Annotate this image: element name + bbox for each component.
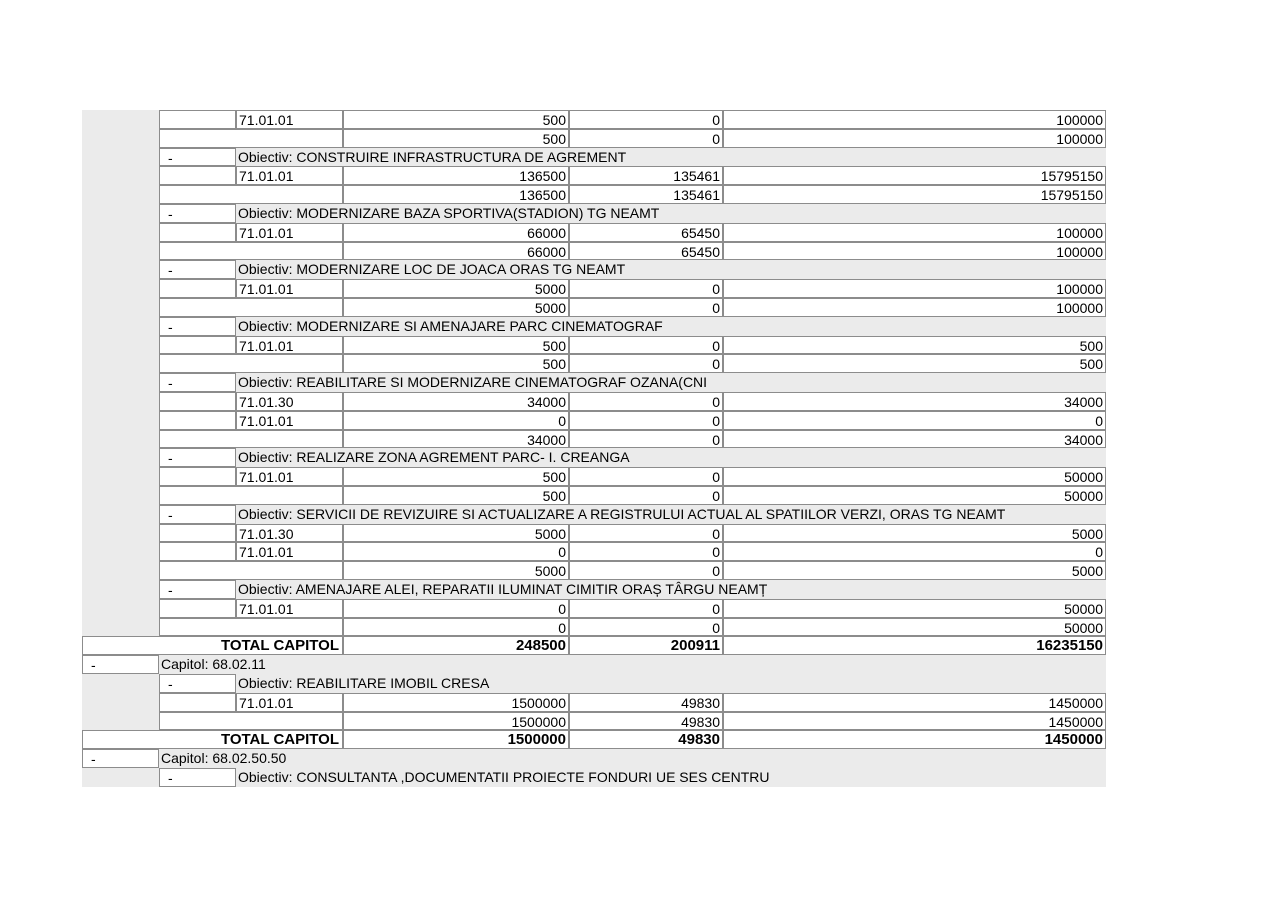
value-col2-cell: 0: [569, 467, 723, 486]
value-col3-cell: 100000: [723, 298, 1106, 317]
value-col2-cell: 0: [569, 392, 723, 411]
subtotal-row: [82, 486, 1106, 505]
indent-cell: [82, 524, 159, 543]
value-col2-cell: 0: [569, 110, 723, 129]
value-col3-cell: 5000: [723, 561, 1106, 580]
value-col3-cell: 50000: [723, 467, 1106, 486]
subtotal-label-cell: [159, 129, 343, 148]
subtotal-row: [82, 712, 1106, 731]
value-col3-cell: 50000: [723, 618, 1106, 637]
total-label: TOTAL CAPITOL: [82, 730, 343, 749]
value-col3-cell: 0: [723, 542, 1106, 561]
value-col2-cell: 0: [569, 524, 723, 543]
value-col1-cell: 136500: [343, 185, 569, 204]
objective-row: [82, 580, 1106, 599]
line-item-row: [82, 336, 1106, 355]
value-col2-cell: 0: [569, 298, 723, 317]
objective-row: [82, 768, 1106, 787]
value-col3-cell: 100000: [723, 223, 1106, 242]
value-col3-cell: 15795150: [723, 185, 1106, 204]
value-col1-cell: 66000: [343, 242, 569, 261]
value-col2-cell: 0: [569, 599, 723, 618]
indent-cell: [159, 223, 236, 242]
indent-cell: [159, 279, 236, 298]
value-col2-cell: 0: [569, 486, 723, 505]
total-value-col1: 248500: [343, 636, 569, 655]
subtotal-label-cell: [159, 298, 343, 317]
line-item-row: [82, 542, 1106, 561]
capitol-row: [82, 749, 1106, 768]
account-code-cell: 71.01.30: [236, 392, 343, 411]
objective-label: Obiectiv: MODERNIZARE LOC DE JOACA ORAS TG NEAMT: [236, 260, 1106, 279]
value-col3-cell: 15795150: [723, 166, 1106, 185]
value-col2-cell: 0: [569, 279, 723, 298]
indent-cell: [82, 580, 159, 599]
value-col1-cell: 34000: [343, 430, 569, 449]
objective-label: Obiectiv: AMENAJARE ALEI, REPARATII ILUMINAT CIMITIR ORAȘ TÂRGU NEAMȚ: [236, 580, 1106, 599]
subtotal-label-cell: [159, 354, 343, 373]
value-col1-cell: 34000: [343, 392, 569, 411]
objective-row: [82, 373, 1106, 392]
subtotal-label-cell: [159, 618, 343, 637]
value-col3-cell: 500: [723, 336, 1106, 355]
line-item-row: [82, 166, 1106, 185]
account-code-cell: 71.01.01: [236, 279, 343, 298]
value-col3-cell: 0: [723, 411, 1106, 430]
account-code-cell: 71.01.01: [236, 542, 343, 561]
indent-cell: [82, 411, 159, 430]
objective-label: Obiectiv: SERVICII DE REVIZUIRE SI ACTUALIZARE A REGISTRULUI ACTUAL AL SPATIILOR VERZI, ORAS TG NEAMT: [236, 505, 1106, 524]
value-col3-cell: 34000: [723, 430, 1106, 449]
collapse-dash: -: [82, 749, 159, 768]
value-col1-cell: 500: [343, 129, 569, 148]
line-item-row: [82, 110, 1106, 129]
value-col1-cell: 500: [343, 336, 569, 355]
indent-cell: [82, 768, 159, 787]
value-col1-cell: 500: [343, 110, 569, 129]
objective-row: [82, 204, 1106, 223]
total-value-col2: 49830: [569, 730, 723, 749]
account-code-cell: 71.01.01: [236, 166, 343, 185]
value-col3-cell: 100000: [723, 242, 1106, 261]
value-col2-cell: 0: [569, 129, 723, 148]
collapse-dash: -: [159, 580, 236, 599]
account-code-cell: 71.01.01: [236, 223, 343, 242]
value-col2-cell: 0: [569, 561, 723, 580]
objective-row: [82, 317, 1106, 336]
indent-cell: [82, 336, 159, 355]
indent-cell: [82, 693, 159, 712]
value-col1-cell: 5000: [343, 279, 569, 298]
value-col2-cell: 65450: [569, 223, 723, 242]
value-col3-cell: 50000: [723, 486, 1106, 505]
objective-row: [82, 148, 1106, 167]
value-col2-cell: 135461: [569, 185, 723, 204]
total-label: TOTAL CAPITOL: [82, 636, 343, 655]
indent-cell: [159, 110, 236, 129]
collapse-dash: -: [159, 674, 236, 693]
indent-cell: [159, 467, 236, 486]
indent-cell: [82, 148, 159, 167]
objective-label: Obiectiv: CONSULTANTA ,DOCUMENTATII PROIECTE FONDURI UE SES CENTRU: [236, 768, 1106, 787]
account-code-cell: 71.01.01: [236, 110, 343, 129]
value-col2-cell: 0: [569, 542, 723, 561]
subtotal-label-cell: [159, 242, 343, 261]
indent-cell: [82, 618, 159, 637]
value-col3-cell: 1450000: [723, 712, 1106, 731]
subtotal-row: [82, 430, 1106, 449]
value-col1-cell: 500: [343, 486, 569, 505]
indent-cell: [82, 505, 159, 524]
subtotal-label-cell: [159, 486, 343, 505]
subtotal-row: [82, 298, 1106, 317]
indent-cell: [82, 279, 159, 298]
value-col1-cell: 500: [343, 467, 569, 486]
indent-cell: [82, 467, 159, 486]
indent-cell: [159, 336, 236, 355]
value-col1-cell: 5000: [343, 561, 569, 580]
indent-cell: [82, 185, 159, 204]
value-col2-cell: 49830: [569, 712, 723, 731]
value-col1-cell: 1500000: [343, 693, 569, 712]
value-col2-cell: 0: [569, 430, 723, 449]
indent-cell: [159, 693, 236, 712]
line-item-row: [82, 279, 1106, 298]
total-value-col1: 1500000: [343, 730, 569, 749]
value-col1-cell: 136500: [343, 166, 569, 185]
subtotal-label-cell: [159, 185, 343, 204]
indent-cell: [82, 392, 159, 411]
account-code-cell: 71.01.30: [236, 524, 343, 543]
indent-cell: [82, 204, 159, 223]
value-col3-cell: 50000: [723, 599, 1106, 618]
indent-cell: [82, 242, 159, 261]
capitol-label: Capitol: 68.02.50.50: [159, 749, 1106, 768]
subtotal-label-cell: [159, 712, 343, 731]
value-col1-cell: 66000: [343, 223, 569, 242]
indent-cell: [82, 129, 159, 148]
line-item-row: [82, 467, 1106, 486]
value-col2-cell: 65450: [569, 242, 723, 261]
value-col2-cell: 0: [569, 618, 723, 637]
value-col1-cell: 1500000: [343, 712, 569, 731]
indent-cell: [82, 110, 159, 129]
indent-cell: [82, 542, 159, 561]
budget-table: [82, 110, 1106, 787]
objective-row: [82, 505, 1106, 524]
value-col2-cell: 0: [569, 354, 723, 373]
value-col3-cell: 500: [723, 354, 1106, 373]
value-col3-cell: 34000: [723, 392, 1106, 411]
value-col1-cell: 0: [343, 599, 569, 618]
value-col2-cell: 0: [569, 411, 723, 430]
indent-cell: [159, 392, 236, 411]
value-col1-cell: 500: [343, 354, 569, 373]
line-item-row: [82, 392, 1106, 411]
subtotal-label-cell: [159, 561, 343, 580]
indent-cell: [82, 373, 159, 392]
indent-cell: [159, 542, 236, 561]
subtotal-row: [82, 618, 1106, 637]
collapse-dash: -: [82, 655, 159, 674]
collapse-dash: -: [159, 448, 236, 467]
indent-cell: [159, 166, 236, 185]
value-col3-cell: 100000: [723, 129, 1106, 148]
value-col2-cell: 135461: [569, 166, 723, 185]
indent-cell: [82, 354, 159, 373]
indent-cell: [82, 298, 159, 317]
value-col3-cell: 100000: [723, 110, 1106, 129]
value-col1-cell: 0: [343, 542, 569, 561]
indent-cell: [82, 712, 159, 731]
indent-cell: [82, 166, 159, 185]
total-value-col2: 200911: [569, 636, 723, 655]
indent-cell: [159, 599, 236, 618]
value-col2-cell: 49830: [569, 693, 723, 712]
line-item-row: [82, 524, 1106, 543]
indent-cell: [159, 411, 236, 430]
account-code-cell: 71.01.01: [236, 467, 343, 486]
objective-row: [82, 674, 1106, 693]
objective-row: [82, 448, 1106, 467]
value-col1-cell: 5000: [343, 524, 569, 543]
total-value-col3: 16235150: [723, 636, 1106, 655]
total-value-col3: 1450000: [723, 730, 1106, 749]
subtotal-row: [82, 129, 1106, 148]
value-col1-cell: 0: [343, 618, 569, 637]
objective-label: Obiectiv: CONSTRUIRE INFRASTRUCTURA DE AGREMENT: [236, 148, 1106, 167]
indent-cell: [159, 524, 236, 543]
collapse-dash: -: [159, 373, 236, 392]
capitol-label: Capitol: 68.02.11: [159, 655, 1106, 674]
objective-label: Obiectiv: REABILITARE SI MODERNIZARE CINEMATOGRAF OZANA(CNI: [236, 373, 1106, 392]
account-code-cell: 71.01.01: [236, 599, 343, 618]
indent-cell: [82, 430, 159, 449]
value-col3-cell: 5000: [723, 524, 1106, 543]
indent-cell: [82, 486, 159, 505]
value-col2-cell: 0: [569, 336, 723, 355]
line-item-row: [82, 599, 1106, 618]
value-col1-cell: 0: [343, 411, 569, 430]
value-col1-cell: 5000: [343, 298, 569, 317]
collapse-dash: -: [159, 768, 236, 787]
line-item-row: [82, 223, 1106, 242]
indent-cell: [82, 561, 159, 580]
line-item-row: [82, 693, 1106, 712]
objective-row: [82, 260, 1106, 279]
value-col3-cell: 1450000: [723, 693, 1106, 712]
total-capitol-row: [82, 636, 1106, 655]
subtotal-label-cell: [159, 430, 343, 449]
indent-cell: [82, 599, 159, 618]
account-code-cell: 71.01.01: [236, 411, 343, 430]
subtotal-row: [82, 561, 1106, 580]
account-code-cell: 71.01.01: [236, 336, 343, 355]
objective-label: Obiectiv: MODERNIZARE BAZA SPORTIVA(STADION) TG NEAMT: [236, 204, 1106, 223]
value-col3-cell: 100000: [723, 279, 1106, 298]
total-capitol-row: [82, 730, 1106, 749]
collapse-dash: -: [159, 204, 236, 223]
indent-cell: [82, 223, 159, 242]
indent-cell: [82, 317, 159, 336]
objective-label: Obiectiv: MODERNIZARE SI AMENAJARE PARC CINEMATOGRAF: [236, 317, 1106, 336]
objective-label: Obiectiv: REABILITARE IMOBIL CRESA: [236, 674, 1106, 693]
capitol-row: [82, 655, 1106, 674]
collapse-dash: -: [159, 260, 236, 279]
line-item-row: [82, 411, 1106, 430]
collapse-dash: -: [159, 505, 236, 524]
collapse-dash: -: [159, 317, 236, 336]
indent-cell: [82, 448, 159, 467]
subtotal-row: [82, 354, 1106, 373]
indent-cell: [82, 260, 159, 279]
subtotal-row: [82, 242, 1106, 261]
indent-cell: [82, 674, 159, 693]
objective-label: Obiectiv: REALIZARE ZONA AGREMENT PARC- I. CREANGA: [236, 448, 1106, 467]
collapse-dash: -: [159, 148, 236, 167]
subtotal-row: [82, 185, 1106, 204]
account-code-cell: 71.01.01: [236, 693, 343, 712]
